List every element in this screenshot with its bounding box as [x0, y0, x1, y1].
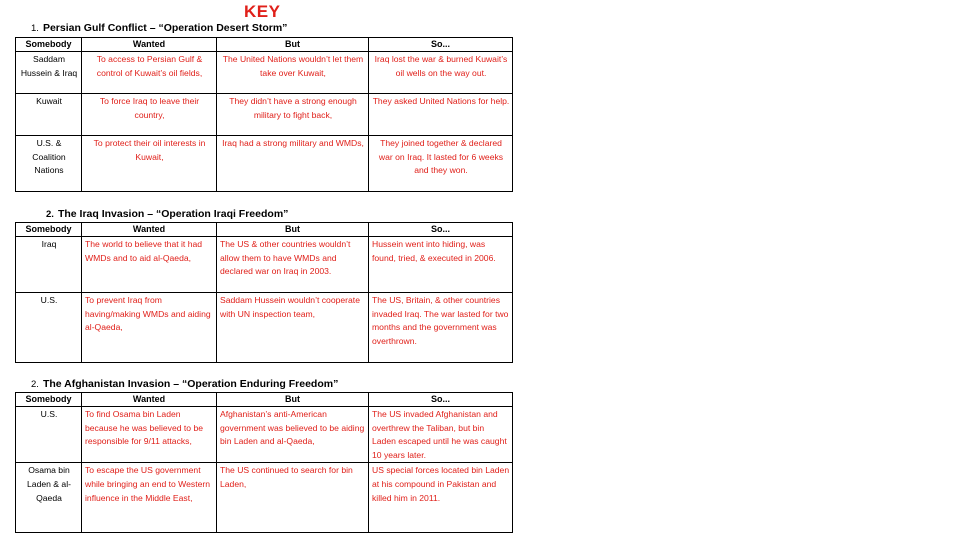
- cell-so: Iraq lost the war & burned Kuwait’s oil wells on the way out.: [369, 52, 513, 94]
- section-3-number: 2.: [31, 379, 39, 390]
- cell-but: Saddam Hussein wouldn’t cooperate with UN inspection team,: [217, 293, 369, 363]
- header-somebody: Somebody: [16, 393, 82, 407]
- header-so: So...: [369, 38, 513, 52]
- section-1-number: 1.: [31, 23, 39, 34]
- cell-somebody: U.S. & Coalition Nations: [16, 136, 82, 192]
- section-2-number: 2.: [46, 209, 54, 220]
- cell-so: They joined together & declared war on Iraq. It lasted for 6 weeks and they won.: [369, 136, 513, 192]
- section-2-title-text: The Iraq Invasion – “Operation Iraqi Freedom”: [57, 208, 289, 220]
- header-row: [16, 393, 513, 407]
- cell-so: The US, Britain, & other countries invaded Iraq. The war lasted for two months and the government was overthrown.: [369, 293, 513, 363]
- header-so: So...: [369, 223, 513, 237]
- header-wanted: Wanted: [82, 393, 217, 407]
- table-row: [16, 407, 513, 463]
- header-somebody: Somebody: [16, 223, 82, 237]
- cell-wanted: To force Iraq to leave their country,: [82, 94, 217, 136]
- cell-but: Afghanistan’s anti-American government was believed to be aiding bin Laden and al-Qaeda,: [217, 407, 369, 463]
- header-so: So...: [369, 393, 513, 407]
- cell-wanted: To find Osama bin Laden because he was believed to be responsible for 9/11 attacks,: [82, 407, 217, 463]
- cell-wanted: To prevent Iraq from having/making WMDs and aiding al-Qaeda,: [82, 293, 217, 363]
- table-row: [16, 237, 513, 293]
- section-2-table: [15, 222, 513, 363]
- cell-wanted: To access to Persian Gulf & control of Kuwait’s oil fields,: [82, 52, 217, 94]
- cell-somebody: U.S.: [16, 293, 82, 363]
- section-1-table: [15, 37, 513, 192]
- cell-somebody: Osama bin Laden & al-Qaeda: [16, 463, 82, 533]
- cell-wanted: To escape the US government while bringing an end to Western influence in the Middle East,: [82, 463, 217, 533]
- cell-somebody: Iraq: [16, 237, 82, 293]
- header-wanted: Wanted: [82, 38, 217, 52]
- table-row: [16, 463, 513, 533]
- cell-but: They didn’t have a strong enough military to fight back,: [217, 94, 369, 136]
- cell-but: The US continued to search for bin Laden,: [217, 463, 369, 533]
- section-1-title: [31, 22, 287, 34]
- section-1-title-text: Persian Gulf Conflict – “Operation Desert Storm”: [42, 22, 288, 34]
- cell-so: The US invaded Afghanistan and overthrew the Taliban, but bin Laden escaped until he was caught 10 years later.: [369, 407, 513, 463]
- table-row: [16, 52, 513, 94]
- header-row: [16, 223, 513, 237]
- table-row: [16, 293, 513, 363]
- section-2-title: [46, 208, 288, 220]
- key-heading: KEY: [244, 2, 281, 21]
- section-3-table: [15, 392, 513, 533]
- header-somebody: Somebody: [16, 38, 82, 52]
- header-but: But: [217, 38, 369, 52]
- cell-so: Hussein went into hiding, was found, tried, & executed in 2006.: [369, 237, 513, 293]
- cell-so: US special forces located bin Laden at his compound in Pakistan and killed him in 2011.: [369, 463, 513, 533]
- cell-somebody: Kuwait: [16, 94, 82, 136]
- cell-somebody: Saddam Hussein & Iraq: [16, 52, 82, 94]
- table-row: [16, 136, 513, 192]
- cell-but: Iraq had a strong military and WMDs,: [217, 136, 369, 192]
- header-row: [16, 38, 513, 52]
- header-but: But: [217, 393, 369, 407]
- section-3-title: [31, 378, 338, 390]
- cell-wanted: To protect their oil interests in Kuwait,: [82, 136, 217, 192]
- cell-but: The US & other countries wouldn’t allow them to have WMDs and declared war on Iraq in 2003.: [217, 237, 369, 293]
- cell-but: The United Nations wouldn’t let them take over Kuwait,: [217, 52, 369, 94]
- section-3-title-text: The Afghanistan Invasion – “Operation Enduring Freedom”: [42, 378, 339, 390]
- cell-so: They asked United Nations for help.: [369, 94, 513, 136]
- header-but: But: [217, 223, 369, 237]
- cell-wanted: The world to believe that it had WMDs and to aid al-Qaeda,: [82, 237, 217, 293]
- table-row: [16, 94, 513, 136]
- cell-somebody: U.S.: [16, 407, 82, 463]
- header-wanted: Wanted: [82, 223, 217, 237]
